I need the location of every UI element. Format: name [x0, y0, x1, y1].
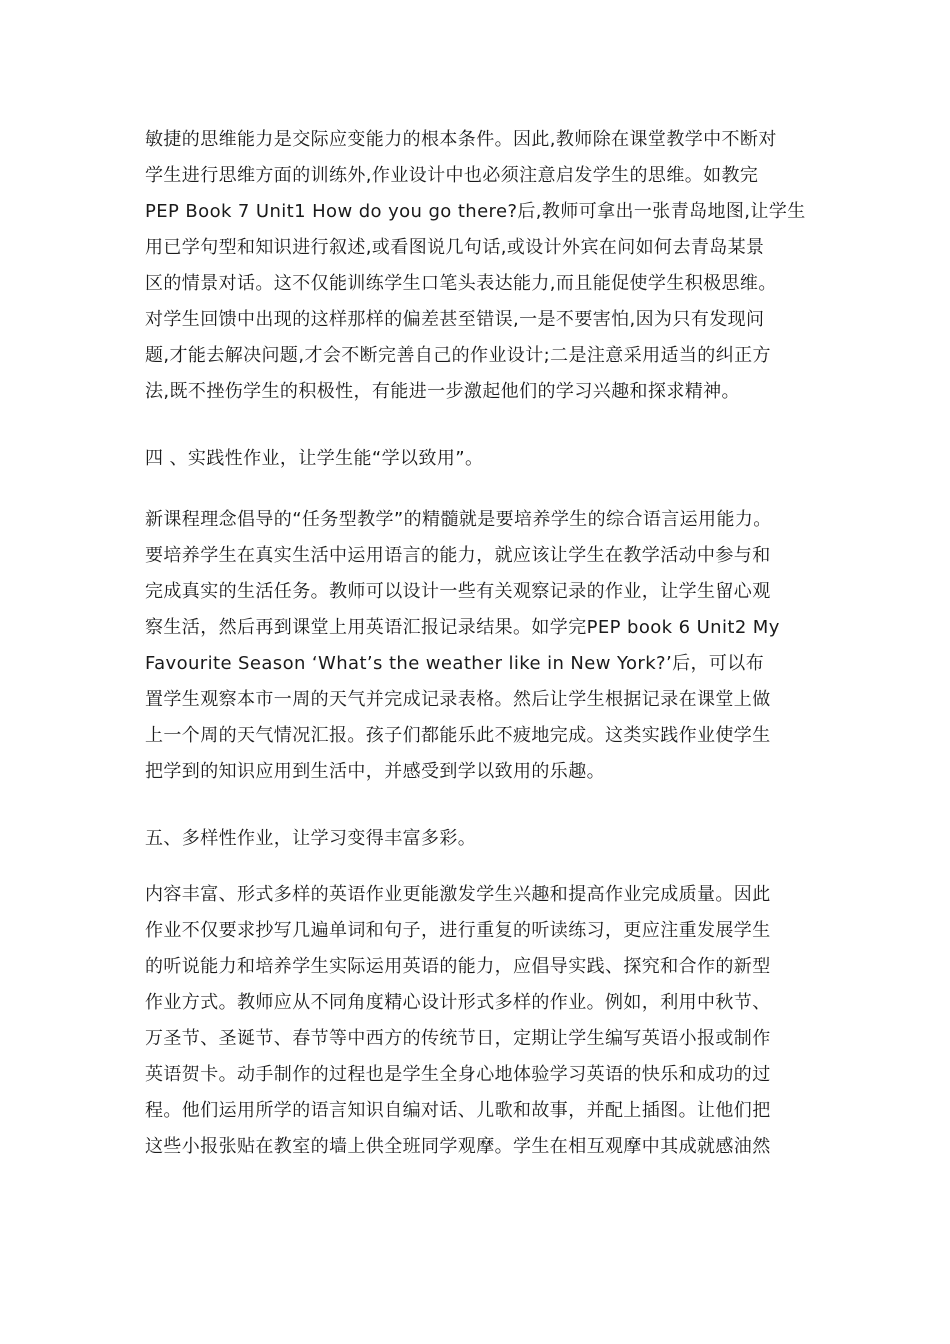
paragraph-line: 作业不仅要求抄写几遍单词和句子，进行重复的听读练习，更应注重发展学生 — [145, 920, 771, 941]
paragraph-line: 置学生观察本市一周的天气并完成记录表格。然后让学生根据记录在课堂上做 — [145, 689, 771, 710]
paragraph-line: 用已学句型和知识进行叙述,或看图说几句话,或设计外宾在问如何去青岛某景 — [145, 237, 765, 258]
paragraph-line: 题,才能去解决问题,才会不断完善自己的作业设计;二是注意采用适当的纠正方 — [145, 345, 771, 366]
paragraph-line: 内容丰富、形式多样的英语作业更能激发学生兴趣和提高作业完成质量。因此 — [145, 884, 771, 905]
paragraph-line: 这些小报张贴在教室的墙上供全班同学观摩。学生在相互观摩中其成就感油然 — [145, 1136, 771, 1157]
section-heading: 四 、实践性作业，让学生能“学以致用”。 — [145, 448, 484, 469]
paragraph-practical-homework — [145, 502, 815, 790]
paragraph-line: PEP Book 7 Unit1 How do you go there?后,教师可拿出一张青岛地图,让学生 — [145, 201, 806, 222]
paragraph-line: 敏捷的思维能力是交际应变能力的根本条件。因此,教师除在课堂教学中不断对 — [145, 129, 777, 150]
section-heading: 五、多样性作业，让学习变得丰富多彩。 — [145, 828, 477, 849]
paragraph-line: 学生进行思维方面的训练外,作业设计中也必须注意启发学生的思维。如教完 — [145, 165, 759, 186]
section-heading-diverse — [145, 821, 815, 857]
paragraph-line: 万圣节、圣诞节、春节等中西方的传统节日，定期让学生编写英语小报或制作 — [145, 1028, 771, 1049]
paragraph-line: 察生活，然后再到课堂上用英语汇报记录结果。如学完PEP book 6 Unit2 My — [145, 617, 780, 638]
section-heading-practical — [145, 441, 815, 477]
paragraph-line: 英语贺卡。动手制作的过程也是学生全身心地体验学习英语的快乐和成功的过 — [145, 1064, 771, 1085]
paragraph-line: 的听说能力和培养学生实际运用英语的能力，应倡导实践、探究和合作的新型 — [145, 956, 771, 977]
paragraph-line: 上一个周的天气情况汇报。孩子们都能乐此不疲地完成。这类实践作业使学生 — [145, 725, 771, 746]
paragraph-line: Favourite Season ‘What’s the weather like in New York?’后，可以布 — [145, 653, 765, 674]
paragraph-line: 区的情景对话。这不仅能训练学生口笔头表达能力,而且能促使学生积极思维。 — [145, 273, 777, 294]
paragraph-line: 法,既不挫伤学生的积极性，有能进一步激起他们的学习兴趣和探求精神。 — [145, 381, 740, 402]
paragraph-thinking-ability — [145, 122, 815, 410]
paragraph-line: 程。他们运用所学的语言知识自编对话、儿歌和故事，并配上插图。让他们把 — [145, 1100, 771, 1121]
paragraph-line: 要培养学生在真实生活中运用语言的能力，就应该让学生在教学活动中参与和 — [145, 545, 771, 566]
paragraph-line: 新课程理念倡导的“任务型教学”的精髓就是要培养学生的综合语言运用能力。 — [145, 509, 772, 530]
paragraph-line: 作业方式。教师应从不同角度精心设计形式多样的作业。例如，利用中秋节、 — [145, 992, 771, 1013]
paragraph-diverse-homework — [145, 877, 815, 1165]
paragraph-line: 完成真实的生活任务。教师可以设计一些有关观察记录的作业，让学生留心观 — [145, 581, 771, 602]
paragraph-line: 对学生回馈中出现的这样那样的偏差甚至错误,一是不要害怕,因为只有发现问 — [145, 309, 765, 330]
paragraph-line: 把学到的知识应用到生活中，并感受到学以致用的乐趣。 — [145, 761, 605, 782]
